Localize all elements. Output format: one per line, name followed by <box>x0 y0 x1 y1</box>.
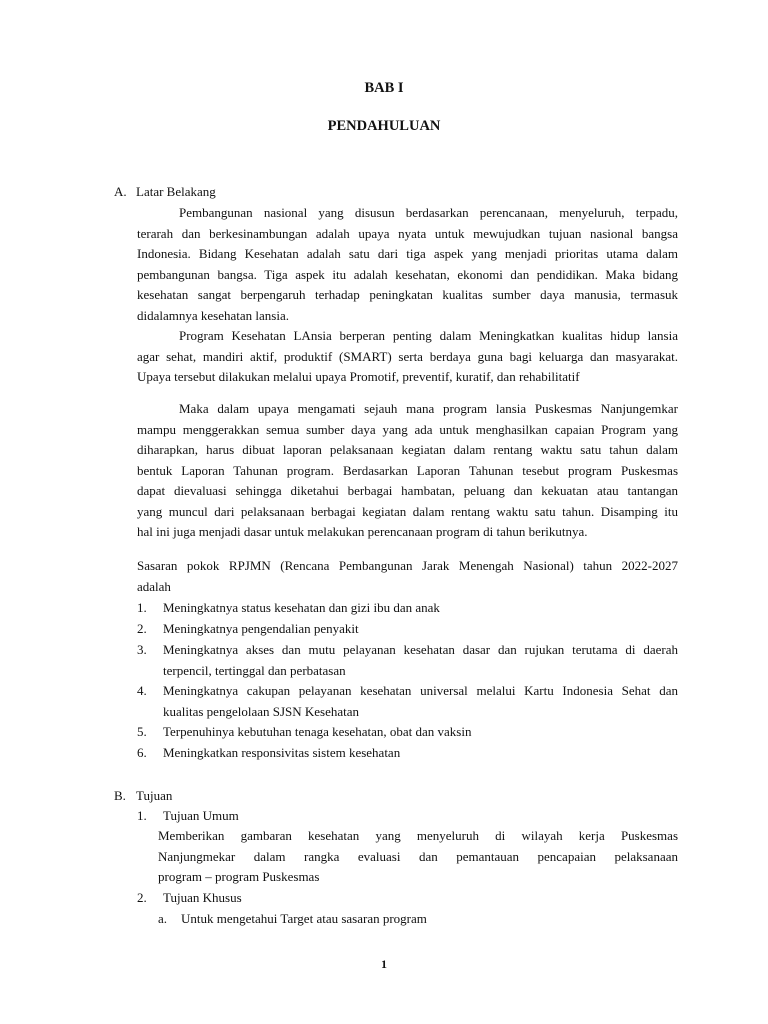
paragraph-line: hal ini juga menjadi dasar untuk melakukan perencanaan program di tahun berikutnya. <box>137 524 588 539</box>
paragraph-1 <box>137 203 678 326</box>
section-b-letter: B. <box>114 788 126 803</box>
paragraph-line: Pembangunan nasional yang disusun berdasarkan perencanaan, menyeluruh, terpadu, <box>179 205 678 220</box>
paragraph-line: program – program Puskesmas <box>158 869 320 884</box>
paragraph-line: mampu menggerakkan semua sumber daya yang ada untuk menghasilkan capaian Program yang <box>137 421 678 437</box>
paragraph-line: Maka dalam upaya mengamati sejauh mana program lansia Puskesmas Nanjungemkar <box>179 401 678 416</box>
list-item-text: Meningkatnya pengendalian penyakit <box>163 621 359 636</box>
objective-title: Tujuan Umum <box>163 808 239 823</box>
paragraph-line: yang muncul dari pelaksanaan berbagai kegiatan dalam rentang waktu satu tahun. Disamping itu <box>137 503 678 519</box>
section-a-letter: A. <box>114 184 127 199</box>
section-b-title: Tujuan <box>136 788 173 803</box>
paragraph-2 <box>137 326 678 388</box>
list-item-text: Meningkatnya akses dan mutu pelayanan kesehatan dasar dan rujukan terutama di daerah <box>163 642 678 657</box>
paragraph-line: diharapkan, harus dibuat laporan pelaksanaan kegiatan dalam rentang waktu satu tahun dalam <box>137 442 678 457</box>
paragraph-line: bentuk Laporan Tahunan program. Berdasarkan Laporan Tahunan tesebut program Puskesmas <box>137 462 678 478</box>
paragraph-line: didalamnya kesehatan lansia. <box>137 307 289 323</box>
paragraph-line: Nanjungmekar dalam rangka evaluasi dan pemantauan pencapaian pelaksanaan <box>158 848 678 864</box>
objective-title: Tujuan Khusus <box>163 890 242 905</box>
paragraph-line: Sasaran pokok RPJMN (Rencana Pembangunan Jarak Menengah Nasional) tahun 2022-2027 <box>137 558 678 573</box>
list-item-text: Meningkatnya status kesehatan dan gizi ibu dan anak <box>163 600 440 615</box>
list-item-number: 2. <box>137 621 147 636</box>
paragraph-line: agar sehat, mandiri aktif, produktif (SMART) serta berdaya guna bagi keluarga dan masyarakat. <box>137 348 678 364</box>
paragraph-line: Program Kesehatan LAnsia berperan penting dalam Meningkatkan kualitas hidup lansia <box>179 328 678 343</box>
list-item-number: 1. <box>137 600 147 615</box>
list-item-number: 4. <box>137 683 147 698</box>
list-item-text: Meningkatnya cakupan pelayanan kesehatan universal melalui Kartu Indonesia Sehat dan <box>163 683 678 698</box>
sub-objective-letter: a. <box>158 911 168 926</box>
sub-objective-text: Untuk mengetahui Target atau sasaran program <box>181 911 427 926</box>
paragraph-line: terarah dan berkesinambungan adalah upaya nyata untuk mewujudkan tujuan nasional bangsa <box>137 225 678 241</box>
paragraph-line: dapat dievaluasi sehingga diketahui berbagai hambatan, peluang dan kekuatan atau tantangan <box>137 483 678 498</box>
list-item-number: 3. <box>137 642 147 657</box>
paragraph-4 <box>137 556 678 597</box>
paragraph-line: pembangunan bangsa. Tiga aspek itu adalah kesehatan, ekonomi dan pendidikan. Maka bidang <box>137 266 678 282</box>
section-a-title: Latar Belakang <box>136 184 216 199</box>
list-item-text: Terpenuhinya kebutuhan tenaga kesehatan, obat dan vaksin <box>163 724 472 739</box>
paragraph-line: Memberikan gambaran kesehatan yang menyeluruh di wilayah kerja Puskesmas <box>158 828 678 843</box>
objective-number: 1. <box>137 808 147 823</box>
list-item-number: 6. <box>137 745 147 760</box>
list-item-text: terpencil, tertinggal dan perbatasan <box>163 662 346 678</box>
paragraph-3 <box>137 399 678 543</box>
paragraph-line: kesehatan sangat berpengaruh terhadap peningkatan kualitas sumber daya manusia, termasuk <box>137 287 678 302</box>
paragraph-line: adalah <box>137 578 171 594</box>
paragraph-line: Indonesia. Bidang Kesehatan adalah satu dari tiga aspek yang menjadi prioritas utama dalam <box>137 246 678 261</box>
list-item-text: Meningkatkan responsivitas sistem kesehatan <box>163 745 401 760</box>
chapter-number: BAB I <box>364 80 404 96</box>
objective-number: 2. <box>137 890 147 905</box>
list-item-number: 5. <box>137 724 147 739</box>
list-item-text: kualitas pengelolaan SJSN Kesehatan <box>163 703 360 719</box>
paragraph-line: Upaya tersebut dilakukan melalui upaya Promotif, preventif, kuratif, dan rehabilitatif <box>137 369 580 384</box>
chapter-title: PENDAHULUAN <box>327 118 441 134</box>
objective-body <box>158 826 678 888</box>
page-number: 1 <box>381 957 387 971</box>
